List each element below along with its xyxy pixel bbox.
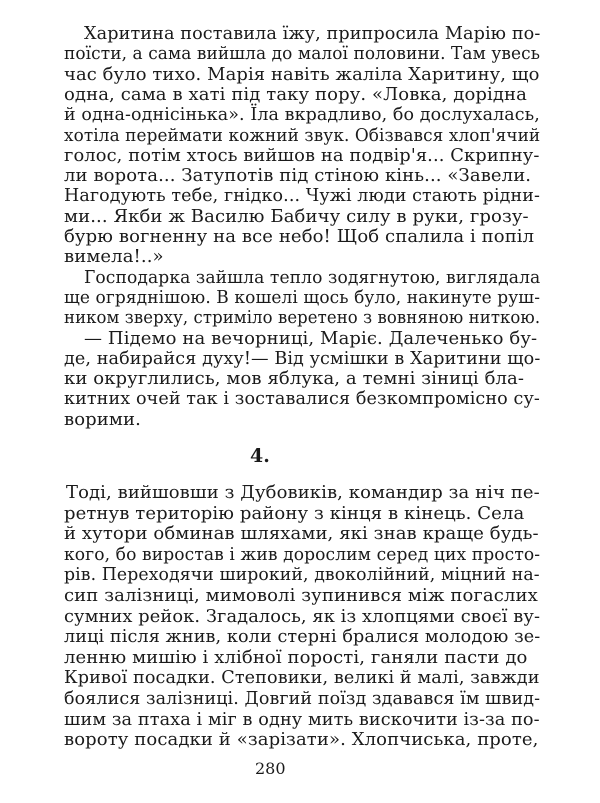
text-line: ворими. (64, 408, 141, 430)
text-line: вороту посадки й «зарізати». Хлопчиська, проте, (64, 729, 539, 751)
text-line: Кривої посадки. Степовики, великі й малі, завжди (64, 667, 540, 689)
text-line: ретнув територію району з кінця в кінець. Села (64, 502, 525, 524)
text-line: поїсти, а сама вийшла до малої половини. Там увесь (64, 43, 541, 65)
text-line: лиці після жнив, коли стерні бралися молодою зе- (64, 626, 541, 648)
text-line: ки округлились, мов яблука, а темні зіниці бла- (64, 368, 525, 390)
text-line: китних очей так і зоставалися безкомпромісно су- (64, 388, 540, 410)
text-line: час було тихо. Марія навіть жаліла Харитину, що (64, 63, 540, 85)
text-line: Нагодують тебе, гнідко... Чужі люди стають рідни- (64, 185, 541, 207)
text-line: й хутори обминав шляхами, які знав краще будь- (64, 523, 539, 545)
text-line: голос, потім хтось вийшов на подвір'я... Скрипну- (64, 144, 540, 166)
chapter-heading: 4. (250, 445, 270, 467)
text-line: кого, бо виростав і жив дорослим серед цих просто- (64, 543, 541, 565)
text-line: ще огряднішою. В кошелі щось було, накинуте руш- (64, 286, 541, 308)
text-line: рів. Переходячи широкий, двоколійний, міцний на- (64, 564, 540, 586)
page-number: 280 (255, 759, 286, 778)
text-line: бурю вогненну на все небо! Щоб спалила і попіл (64, 226, 535, 247)
text-line: де, набирайся духу!— Від усмішки в Харитини що- (64, 347, 541, 369)
text-line: хотіла переймати кожний звук. Обізвався хлоп'ячий (64, 124, 541, 146)
text-line: Тоді, вийшовши з Дубовиків, командир за ніч пе- (66, 482, 540, 503)
text-line: ником зверху, стриміло веретено з вовняною ниткою. (64, 307, 541, 329)
text-line: одна, сама в хаті під таку пору. «Ловка, дорідна (64, 83, 527, 105)
text-line: Харитина поставила їжу, припросила Марію по- (84, 23, 541, 44)
text-line: ми... Якби ж Василю Бабичу силу в руки, грозу- (64, 205, 529, 227)
text-line: — Підемо на вечорниці, Маріє. Далеченько бу- (84, 327, 538, 349)
text-line: й одна-однісінька». Їла вкрадливо, бо дослухалась, (64, 104, 540, 126)
text-line: сумних рейок. Згадалось, як із хлопцями своєї ву- (64, 605, 541, 627)
text-line: Господарка зайшла тепло зодягнутою, виглядала (84, 266, 541, 288)
text-line: боялися залізниці. Довгий поїзд здавався їм швид- (64, 688, 541, 709)
text-line: ленню мишію і хлібної порості, ганяли пасти до (64, 646, 528, 668)
text-line: сип залізниці, мимоволі зупинився між погаслих (64, 585, 538, 606)
text-line: ли ворота... Затупотів під стіною кінь... «Завели. (64, 165, 532, 187)
text-line: шим за птаха і міг в одну мить вискочити із-за по- (64, 708, 540, 730)
text-line: вимела!..» (64, 246, 164, 268)
